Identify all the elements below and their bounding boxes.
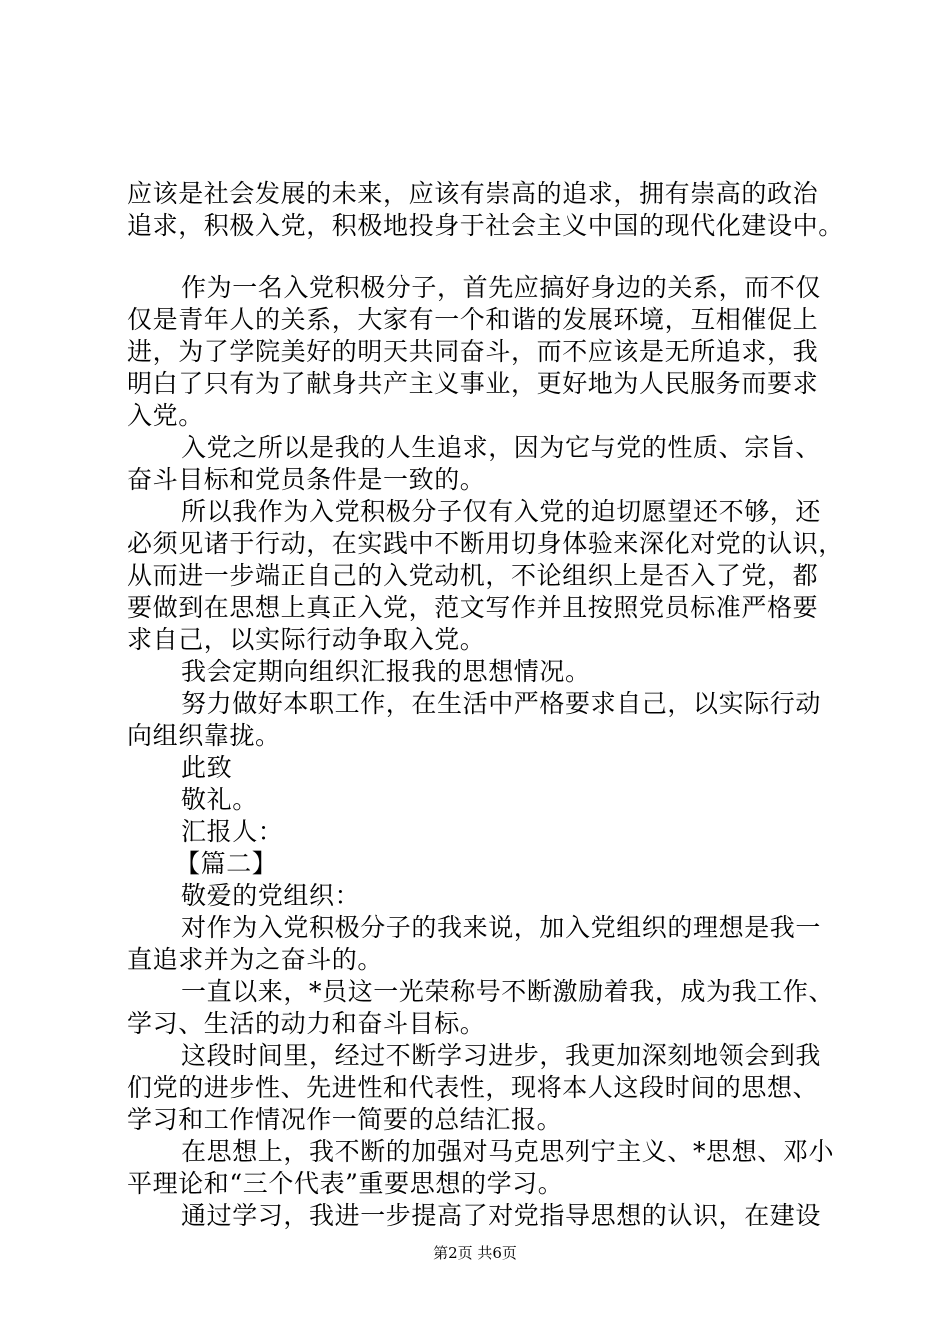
- text-line: 从而进一步端正自己的入党动机，不论组织上是否入了党，都: [127, 561, 819, 590]
- text-line: 学习、生活的动力和奋斗目标。: [127, 1009, 486, 1038]
- section-heading: 【篇二】: [175, 849, 278, 878]
- paragraph-start-line: 在思想上，我不断的加强对马克思列宁主义、*思想、邓小: [181, 1137, 835, 1166]
- page-number-footer: 第2页 共6页: [433, 1244, 517, 1262]
- salutation-line: 敬爱的党组织：: [181, 881, 361, 910]
- text-line: 学习和工作情况作一简要的总结汇报。: [127, 1105, 563, 1134]
- text-line: 向组织靠拢。: [127, 721, 281, 750]
- paragraph-start-line: 我会定期向组织汇报我的思想情况。: [181, 657, 591, 686]
- text-line: 平理论和“三个代表”重要思想的学习。: [127, 1169, 564, 1198]
- text-line: 必须见诸于行动，在实践中不断用切身体验来深化对党的认识，: [127, 529, 844, 558]
- text-line: 进，为了学院美好的明天共同奋斗，而不应该是无所追求，我: [127, 337, 819, 366]
- text-line: 求自己，以实际行动争取入党。: [127, 625, 486, 654]
- text-line: 直追求并为之奋斗的。: [127, 945, 384, 974]
- paragraph-start-line: 入党之所以是我的人生追求，因为它与党的性质、宗旨、: [181, 433, 822, 462]
- text-line: 奋斗目标和党员条件是一致的。: [127, 465, 486, 494]
- closing-line: 此致: [181, 753, 233, 782]
- text-line: 明白了只有为了献身共产主义事业，更好地为人民服务而要求: [127, 369, 819, 398]
- paragraph-start-line: 这段时间里，经过不断学习进步，我更加深刻地领会到我: [181, 1041, 822, 1070]
- closing-line: 敬礼。: [181, 785, 258, 814]
- text-line: 仅是青年人的关系，大家有一个和谐的发展环境，互相催促上: [127, 305, 819, 334]
- text-line: 要做到在思想上真正入党，范文写作并且按照党员标准严格要: [127, 593, 819, 622]
- text-line: 追求，积极入党，积极地投身于社会主义中国的现代化建设中。: [127, 211, 844, 240]
- text-line: 们党的进步性、先进性和代表性，现将本人这段时间的思想、: [127, 1073, 819, 1102]
- paragraph-start-line: 所以我作为入党积极分子仅有入党的迫切愿望还不够，还: [181, 497, 822, 526]
- text-line: 应该是社会发展的未来，应该有崇高的追求，拥有崇高的政治: [127, 179, 819, 208]
- paragraph-start-line: 通过学习，我进一步提高了对党指导思想的认识，在建设: [181, 1201, 822, 1230]
- text-line: 入党。: [127, 401, 204, 430]
- paragraph-start-line: 一直以来，*员这一光荣称号不断激励着我，成为我工作、: [181, 977, 835, 1006]
- paragraph-start-line: 努力做好本职工作，在生活中严格要求自己，以实际行动: [181, 689, 822, 718]
- signature-line: 汇报人：: [181, 817, 284, 846]
- paragraph-start-line: 对作为入党积极分子的我来说，加入党组织的理想是我一: [181, 913, 822, 942]
- paragraph-start-line: 作为一名入党积极分子，首先应搞好身边的关系，而不仅: [181, 273, 822, 302]
